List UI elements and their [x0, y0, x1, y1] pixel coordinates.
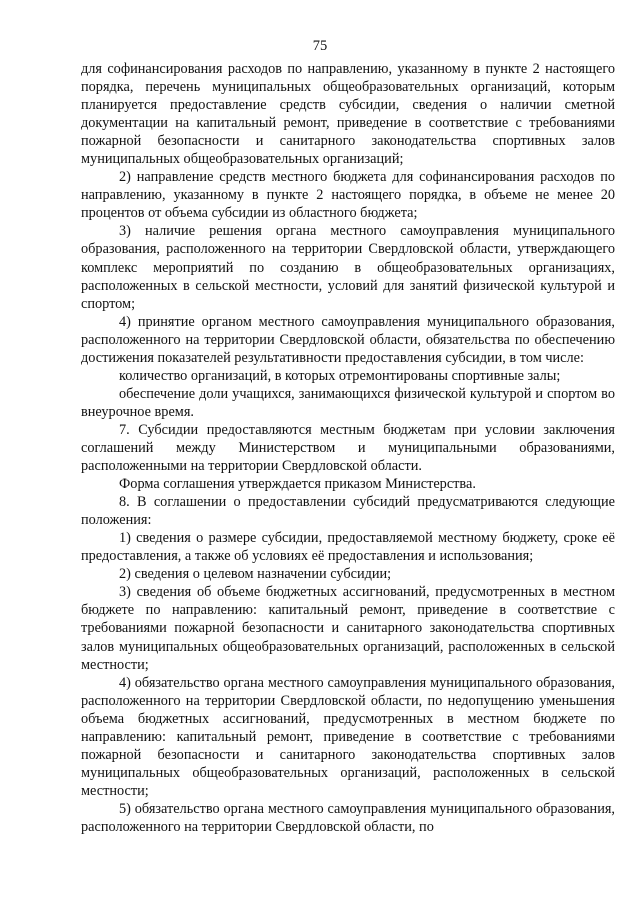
paragraph-item-2: 2) направление средств местного бюджета для софинансирования расходов по направлению, указанному в пункте 2 настоящего порядка, в объеме не менее 20 процентов от объема субсидии из областного бюджета;	[81, 169, 615, 222]
paragraph-item-3: 3) наличие решения органа местного самоуправления муниципального образования, расположенного на территории Свердловской области, утверждающего комплекс мероприятий по созданию в общеобразовательных организациях, расположенных в сельской местности, условий для занятий физической культурой и спортом;	[81, 223, 615, 312]
paragraph-indicator-1: количество организаций, в которых отремонтированы спортивные залы;	[119, 367, 561, 384]
paragraph-agreement-form: Форма соглашения утверждается приказом Министерства.	[119, 476, 476, 493]
paragraph-indicator-2: обеспечение доли учащихся, занимающихся физической культурой и спортом во внеурочное время.	[81, 385, 615, 420]
paragraph-provision-1: 1) сведения о размере субсидии, предоставляемой местному бюджету, сроке её предоставления, а также об условиях её предоставления и использования;	[81, 530, 615, 565]
paragraph-section-7: 7. Субсидии предоставляются местным бюджетам при условии заключения соглашений между Министерством и муниципальными образованиями, расположенными на территории Свердловской области.	[81, 421, 615, 475]
paragraph-provision-2: 2) сведения о целевом назначении субсидии;	[119, 566, 392, 583]
paragraph-provision-4: 4) обязательство органа местного самоуправления муниципального образования, расположенного на территории Свердловской области, по недопущению уменьшения объема бюджетных ассигнований, предусмотренных в местном бюджете по направлению: капитальный ремонт, приведение в соответствие с требованиями пожарной безопасности и санитарного законодательства спортивных залов муниципальных общеобразовательных организаций, расположенных в сельской местности;	[81, 674, 615, 799]
paragraph-item-4: 4) принятие органом местного самоуправления муниципального образования, расположенного на территории Свердловской области, обязательства по обеспечению достижения показателей результативности предоставления субсидии, в том числе:	[81, 313, 615, 366]
page-number: 75	[312, 38, 328, 54]
paragraph-provision-5: 5) обязательство органа местного самоуправления муниципального образования, расположенного на территории Свердловской области, по	[81, 800, 615, 835]
paragraph-provision-3: 3) сведения об объеме бюджетных ассигнований, предусмотренных в местном бюджете по направлению: капитальный ремонт, приведение в соответствие с требованиями пожарной безопасности и санитарного законодательства спортивных залов муниципальных общеобразовательных организаций, расположенных в сельской местности;	[81, 584, 615, 673]
document-body	[81, 60, 615, 836]
paragraph-section-8: 8. В соглашении о предоставлении субсидий предусматриваются следующие положения:	[81, 494, 615, 529]
paragraph-continuation: для софинансирования расходов по направлению, указанному в пункте 2 настоящего порядка, перечень муниципальных общеобразовательных организаций, которым планируется предоставление средств субсидии, сведения о наличии сметной документации на капитальный ремонт, приведение в соответствие с требованиями пожарной безопасности и санитарного законодательства спортивных залов муниципальных общеобразовательных организаций;	[81, 61, 615, 168]
